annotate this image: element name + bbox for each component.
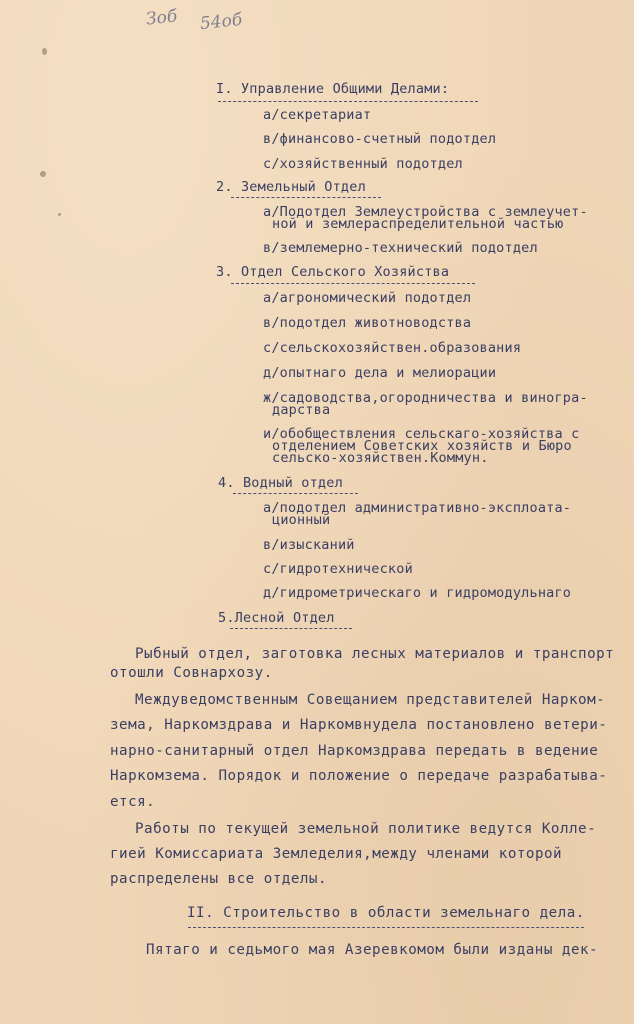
heading-underline [231, 197, 381, 198]
list-item: с/сельскохозяйствен.образования [263, 340, 522, 356]
archive-mark-right: 54об [199, 9, 244, 35]
list-item-continuation: сельско-хозяйствен.Коммун. [272, 450, 489, 466]
heading-underline [230, 628, 352, 629]
paragraph-line: распределены все отделы. [110, 871, 327, 887]
paragraph-line: нарно-санитарный отдел Наркомздрава передать в ведение [110, 743, 599, 759]
section-2-heading: II. Строительство в области земельнаго дела. [187, 905, 585, 921]
heading-underline [218, 101, 478, 102]
paper-speck [42, 48, 47, 55]
section-heading: I. Управление Общими Делами: [216, 81, 450, 97]
list-item: в/подотдел животноводства [263, 315, 472, 331]
section-heading: 5.Лесной Отдел [218, 610, 335, 626]
list-item-continuation: дарства [272, 402, 331, 418]
heading-underline [231, 283, 475, 284]
paragraph-line: зема, Наркомздрава и Наркомвнудела постановлено ветери- [110, 717, 608, 733]
list-item: в/изысканий [263, 537, 355, 553]
heading-underline [233, 493, 358, 494]
paragraph-line: гией Комиссариата Земледелия,между членами которой [110, 846, 563, 862]
paragraph-line: ется. [110, 794, 156, 810]
list-item: д/гидрометрическаго и гидромодульнаго [263, 585, 572, 601]
section-heading: 3. Отдел Сельского Хозяйства [216, 264, 450, 280]
paragraph-line: Работы по текущей земельной политике ведутся Колле- [135, 821, 597, 837]
list-item-continuation: ной и землераспределительной частью [272, 216, 564, 232]
archive-mark-left: Зоб [145, 6, 179, 30]
section-heading: 2. Земельный Отдел [216, 179, 366, 195]
list-item-continuation: ционный [272, 512, 331, 528]
paragraph-line: Пятаго и седьмого мая Азеревкомом были изданы дек- [146, 942, 599, 958]
paragraph-line: Междуведомственным Совещанием представителей Нарком- [135, 692, 606, 708]
paragraph-line: отошли Совнархозу. [110, 665, 273, 681]
list-item: с/хозяйственный подотдел [263, 156, 463, 172]
list-item: д/опытнаго дела и мелиорации [263, 365, 497, 381]
list-item: а/агрономический подотдел [263, 290, 472, 306]
paragraph-line: Наркомзема. Порядок и положение о передаче разрабатыва- [110, 768, 608, 784]
list-item: в/землемерно-технический подотдел [263, 240, 538, 256]
section-heading: 4. Водный отдел [218, 475, 343, 491]
list-item: ж/садоводства,огородничества и виногра- [263, 390, 588, 406]
list-item: и/обобществления сельскаго-хозяйства с [263, 426, 580, 442]
paragraph-line: Рыбный отдел, заготовка лесных материалов и транспорт [135, 646, 615, 662]
list-item: в/финансово-счетный подотдел [263, 131, 497, 147]
list-item: с/гидротехнической [263, 561, 413, 577]
list-item: а/секретариат [263, 107, 372, 123]
list-item: а/Подотдел Землеустройства с землеучет- [263, 204, 588, 220]
list-item: а/подотдел административно-эксплоата- [263, 500, 572, 516]
list-item-continuation: отделением Советских хозяйств и Бюро [272, 438, 572, 454]
paper-speck [40, 171, 46, 177]
paper-speck [58, 213, 61, 216]
heading-underline [188, 927, 584, 928]
